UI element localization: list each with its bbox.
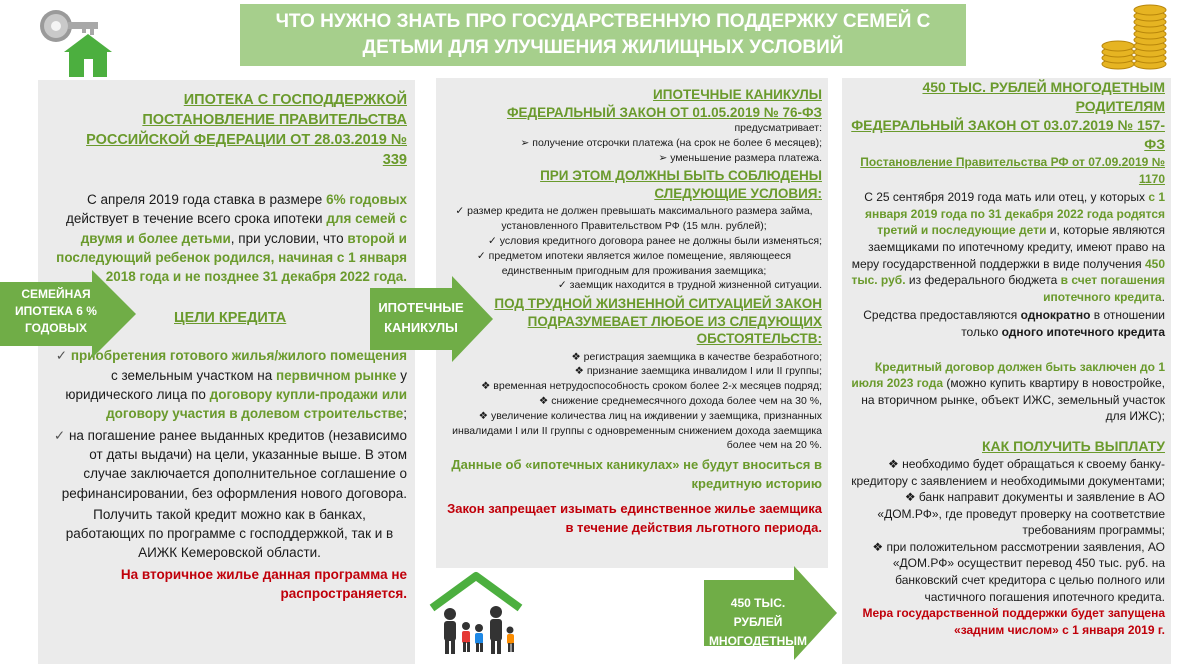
house-key-icon [34,6,118,78]
diamond-bullet-icon: ❖ [571,350,584,363]
goal-item: ✓ на погашение ранее выданных кредитов (независимо от даты выдачи) на цели, указанные выше. В этом случае заключается дополнительное соглашение о рефинансировании, без оформления нового договора. [53,427,407,501]
section-heading: 450 ТЫС. РУБЛЕЙ МНОГОДЕТНЫМ РОДИТЕЛЯМ [922,79,1165,114]
provides-label: предусматривает: [734,122,822,134]
list-item: ➢ уменьшение размера платежа. [658,151,822,164]
banks-paragraph: Получить такой кредит можно как в банках, работающих по программе с господдержкой, так и в АИЖК Кемеровской области. [65,506,394,561]
list-item: ❖ при положительном рассмотрении заявления, АО «ДОМ.РФ» осуществит перевод 450 тыс. руб. на банковский счет кредитора с целью полного или частичного погашения ипотечного кредита. [872,539,1165,604]
how-heading: КАК ПОЛУЧИТЬ ВЫПЛАТУ [981,437,1165,454]
once-paragraph: Средства предоставляются однократно в отношении только одного ипотечного кредита [863,308,1165,339]
page-title: ЧТО НУЖНО ЗНАТЬ ПРО ГОСУДАРСТВЕННУЮ ПОДДЕРЖКУ СЕМЕЙ С ДЕТЬМИ ДЛЯ УЛУЧШЕНИЯ ЖИЛИЩНЫХ УСЛОВИЙ [240,4,966,66]
check-icon: ✓ [476,249,489,262]
law-heading: ФЕДЕРАЛЬНЫЙ ЗАКОН ОТ 01.05.2019 № 76-ФЗ [506,104,822,120]
diamond-bullet-icon: ❖ [538,395,552,408]
arrow-family-mortgage [0,270,138,358]
intro-paragraph: С апреля 2019 года ставка в размере 6% годовых действует в течение всего срока ипотеки для семей с двумя и более детьми, при условии, что второй и последующий ребенок родился, начиная с 1 января 2018 года и не позднее 31 декабря 2022 года. [56,192,407,285]
law-heading: ФЕДЕРАЛЬНЫЙ ЗАКОН ОТ 03.07.2019 № 157-ФЗ [851,117,1165,152]
list-item: ❖ необходимо будет обращаться к своему банку-кредитору с заявлением и необходимыми документами; [851,456,1165,488]
panel-large-families [842,78,1171,664]
list-item: ➢ получение отсрочки платежа (на срок не более 6 месяцев); [520,136,822,149]
list-item: ✓ условия кредитного договора ранее не должны были изменяться; [488,234,822,247]
diamond-bullet-icon: ❖ [904,490,919,505]
list-item: ✓ размер кредита не должен превышать максимального размера займа, установленного Правительством РФ (15 млн. рублей); [455,205,813,233]
goals-heading: ЦЕЛИ КРЕДИТА [174,310,287,327]
arrow-bullet-icon: ➢ [520,136,533,149]
diamond-bullet-icon: ❖ [887,456,903,471]
conditions-heading: ПРИ ЭТОМ ДОЛЖНЫ БЫТЬ СОБЛЮДЕНЫ СЛЕДУЮЩИЕ УСЛОВИЯ: [540,168,822,201]
retroactive-note: Мера государственной поддержки будет запущена «задним числом» с 1 января 2019 г. [862,606,1165,637]
hardship-heading: ПОД ТРУДНОЙ ЖИЗНЕННОЙ СИТУАЦИЕЙ ЗАКОН ПОДРАЗУМЕВАЕТ ЛЮБОЕ ИЗ СЛЕДУЮЩИХ ОБСТОЯТЕЛЬСТВ: [494,296,822,347]
diamond-bullet-icon: ❖ [574,365,587,378]
check-icon: ✓ [557,279,570,292]
arrow-holidays [370,276,494,362]
list-item: ❖ снижение среднемесячного дохода более чем на 30 %, [538,395,822,408]
list-item: ❖ признание заемщика инвалидом I или II группы; [574,365,822,378]
list-item: ❖ временная нетрудоспособность сроком более 2-х месяцев подряд; [480,380,822,393]
diamond-bullet-icon: ❖ [872,539,887,554]
family-house-icon [426,570,526,660]
warning-note: На вторичное жилье данная программа не распространяется. [120,566,407,602]
list-item: ❖ увеличение количества лиц на иждивении у заемщика, признанных инвалидами I или II группы с одновременным снижением дохода заемщика более чем на 20 %. [452,409,822,452]
diamond-bullet-icon: ❖ [480,380,494,393]
law-warning: Закон запрещает изымать единственное жилье заемщика в течение действия льготного периода. [447,501,822,536]
decree-line: Постановление Правительства РФ от 07.09.2019 № 1170 [860,155,1165,186]
check-icon: ✓ [55,348,71,364]
deadline-paragraph: Кредитный договор должен быть заключен до 1 июля 2023 года (можно купить квартиру в новостройке, на вторичном рынке, объект ИЖС, земельный участок для ИЖС); [851,359,1165,424]
panel-mortgage-holidays [436,78,828,568]
list-item: ✓ предметом ипотеки является жилое помещение, являющееся единственным пригодным для проживания заемщика; [476,249,792,277]
check-icon: ✓ [488,234,500,247]
check-icon: ✓ [53,427,69,443]
list-item: ✓ заемщик находится в трудной жизненной ситуации. [557,279,822,292]
arrow-label: ИПОТЕЧНЫЕ КАНИКУЛЫ [378,300,464,335]
goal-item: ✓ приобретения готового жилья/жилого помещения с земельным участком на первичном рынке у юридического лица по договору купли-продажи или договору участия в долевом строительстве; [55,348,407,422]
check-icon: ✓ [455,205,468,218]
arrow-large-families [704,566,838,660]
credit-history-note: Данные об «ипотечных каникулах» не будут вноситься в кредитную историю [451,457,822,492]
arrow-label: 450 ТЫС. РУБЛЕЙ МНОГОДЕТНЫМ [708,596,808,648]
section-heading: ИПОТЕКА С ГОСПОДДЕРЖКОЙ ПОСТАНОВЛЕНИЕ ПРАВИТЕЛЬСТВА РОССИЙСКОЙ ФЕДЕРАЦИИ ОТ 28.03.2019 № 339 [86,92,407,168]
list-item: ❖ регистрация заемщика в качестве безработного; [571,350,822,363]
section-heading: ИПОТЕЧНЫЕ КАНИКУЛЫ [653,87,822,102]
arrow-bullet-icon: ➢ [658,151,671,164]
list-item: ❖ банк направит документы и заявление в АО «ДОМ.РФ», где проведут проверку на соответствие требованиям программы; [877,490,1165,538]
panel-family-mortgage [38,80,415,664]
coins-icon [1098,0,1172,72]
diamond-bullet-icon: ❖ [478,409,491,422]
arrow-label: СЕМЕЙНАЯ ИПОТЕКА 6 % ГОДОВЫХ [15,287,97,335]
eligibility-paragraph: С 25 сентября 2019 года мать или отец, у которых с 1 января 2019 года по 31 декабря 2022 года родятся третий и последующие дети и, которые являются заемщиками по ипотечному кредиту, имеют право на меру государственной поддержки в виде получения 450 тыс. руб. из федерального бюджета в счет погашения ипотечного кредита. [851,190,1165,304]
